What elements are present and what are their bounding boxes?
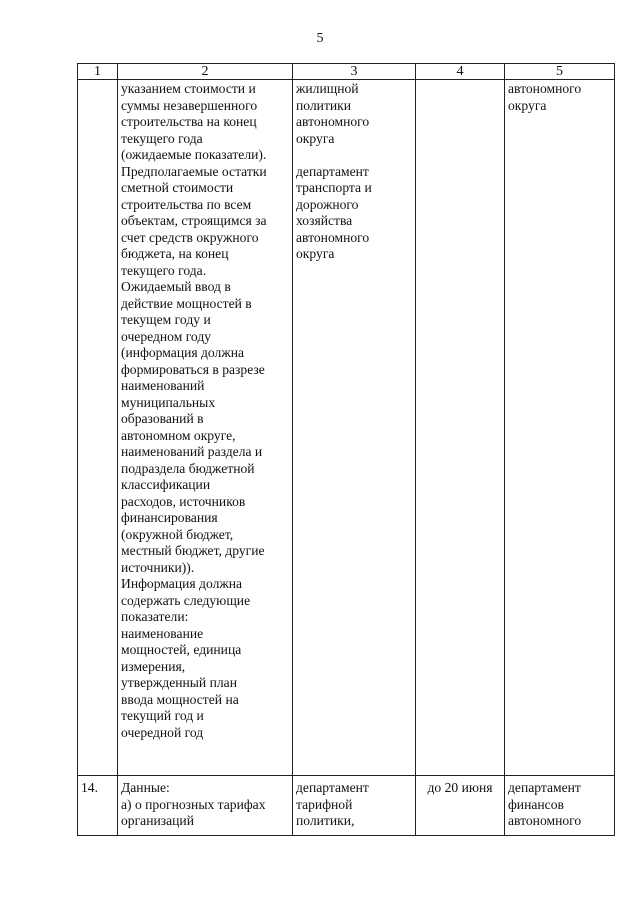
- row14-responsible-cell: [293, 776, 416, 836]
- row13-description-line: строительства по всем: [121, 196, 252, 212]
- document-table: [77, 63, 615, 836]
- row14-responsible-line: департамент: [296, 780, 369, 795]
- row13-description-line: наименований раздела и: [121, 444, 263, 459]
- header-cell-2: 2: [118, 64, 293, 80]
- row14-responsible-line: политики,: [296, 813, 355, 828]
- row13-description-line: сметной стоимости: [121, 180, 234, 195]
- row14-number-cell: 14.: [78, 776, 118, 836]
- table-row-14: [78, 776, 615, 836]
- row13-description-line: Информация должна: [121, 576, 243, 591]
- row13-responsible-line: округа: [296, 246, 335, 261]
- row13-description-line: строительства на конец: [121, 114, 257, 129]
- row13-description-line: Предполагаемые остатки: [121, 163, 267, 179]
- row14-description-cell: [118, 776, 293, 836]
- row13-description-line: наименований: [121, 378, 205, 393]
- row13-responsible-cell: [293, 80, 416, 776]
- paragraph-gap: [296, 147, 412, 164]
- row13-description-line: указанием стоимости и: [121, 81, 256, 96]
- row13-description-line: счет средств окружного: [121, 229, 259, 245]
- row14-recipient-line: автономного: [508, 813, 582, 828]
- row13-description-line: текущего года: [121, 130, 203, 146]
- row13-description-line: (окружной бюджет,: [121, 526, 234, 542]
- row13-description-line: классификации: [121, 477, 211, 492]
- row13-description-line: муниципальных: [121, 394, 216, 410]
- row13-responsible-line: транспорта и: [296, 180, 372, 195]
- row13-responsible-line: автономного: [296, 114, 370, 129]
- header-cell-1: 1: [78, 64, 118, 80]
- row13-recipient-cell: [505, 80, 615, 776]
- row13-description-line: очередной год: [121, 724, 204, 740]
- row13-description-line: содержать следующие: [121, 592, 251, 608]
- row13-description-line: показатели:: [121, 609, 189, 624]
- row13-description-line: источники)).: [121, 559, 195, 575]
- row13-description-line: бюджета, на конец: [121, 246, 229, 261]
- row13-description-line: измерения,: [121, 658, 186, 674]
- row13-description-line: местный бюджет, другие: [121, 543, 265, 558]
- row13-description-line: текущем году и: [121, 312, 211, 327]
- row13-description-line: мощностей, единица: [121, 642, 242, 657]
- row14-description-line: организаций: [121, 813, 194, 828]
- row13-description-line: подраздела бюджетной: [121, 460, 255, 476]
- row13-description-line: (информация должна: [121, 345, 245, 360]
- row13-deadline-cell: [416, 80, 505, 776]
- row13-description-line: текущего года.: [121, 262, 207, 278]
- row13-description-line: (ожидаемые показатели).: [121, 147, 267, 162]
- row13-responsible-line: автономного: [296, 229, 370, 245]
- row13-responsible-line: дорожного: [296, 196, 359, 212]
- row13-description-line: действие мощностей в: [121, 295, 252, 311]
- row13-description-line: очередном году: [121, 328, 212, 344]
- row13-responsible-line: департамент: [296, 163, 369, 179]
- row13-recipient-line: автономного: [508, 81, 582, 96]
- header-cell-5: 5: [505, 64, 615, 80]
- row13-description-line: Ожидаемый ввод в: [121, 279, 231, 294]
- row14-responsible-line: тарифной: [296, 796, 353, 812]
- row13-description-line: утвержденный план: [121, 675, 237, 690]
- row13-description-cell: [118, 80, 293, 776]
- row14-recipient-cell: [505, 776, 615, 836]
- row14-deadline-cell: до 20 июня: [416, 776, 505, 836]
- row13-responsible-line: хозяйства: [296, 213, 353, 228]
- row14-description-line: а) о прогнозных тарифах: [121, 796, 266, 812]
- table-header-row: [78, 64, 615, 80]
- row13-description-line: формироваться в разрезе: [121, 361, 265, 377]
- row13-description-line: суммы незавершенного: [121, 97, 258, 113]
- row14-description-line: Данные:: [121, 780, 170, 795]
- row13-description-line: образований в: [121, 411, 204, 426]
- row14-recipient-line: департамент: [508, 780, 581, 795]
- header-cell-3: 3: [293, 64, 416, 80]
- page-number: 5: [316, 31, 324, 46]
- row13-responsible-line: политики: [296, 97, 352, 113]
- row13-responsible-line: округа: [296, 130, 335, 146]
- row13-responsible-line: жилищной: [296, 81, 359, 96]
- row13-description-line: текущий год и: [121, 708, 204, 723]
- row14-recipient-line: финансов: [508, 796, 564, 812]
- row13-description-line: расходов, источников: [121, 493, 246, 509]
- row13-description-line: наименование: [121, 625, 204, 641]
- row13-description-line: финансирования: [121, 510, 218, 525]
- row13-description-line: ввода мощностей на: [121, 691, 239, 707]
- row13-description-line: автономном округе,: [121, 427, 236, 443]
- header-cell-4: 4: [416, 64, 505, 80]
- table-row-13-continuation: [78, 80, 615, 776]
- row13-description-line: объектам, строящимся за: [121, 213, 267, 228]
- row13-recipient-line: округа: [508, 97, 547, 113]
- row13-number-cell: [78, 80, 118, 776]
